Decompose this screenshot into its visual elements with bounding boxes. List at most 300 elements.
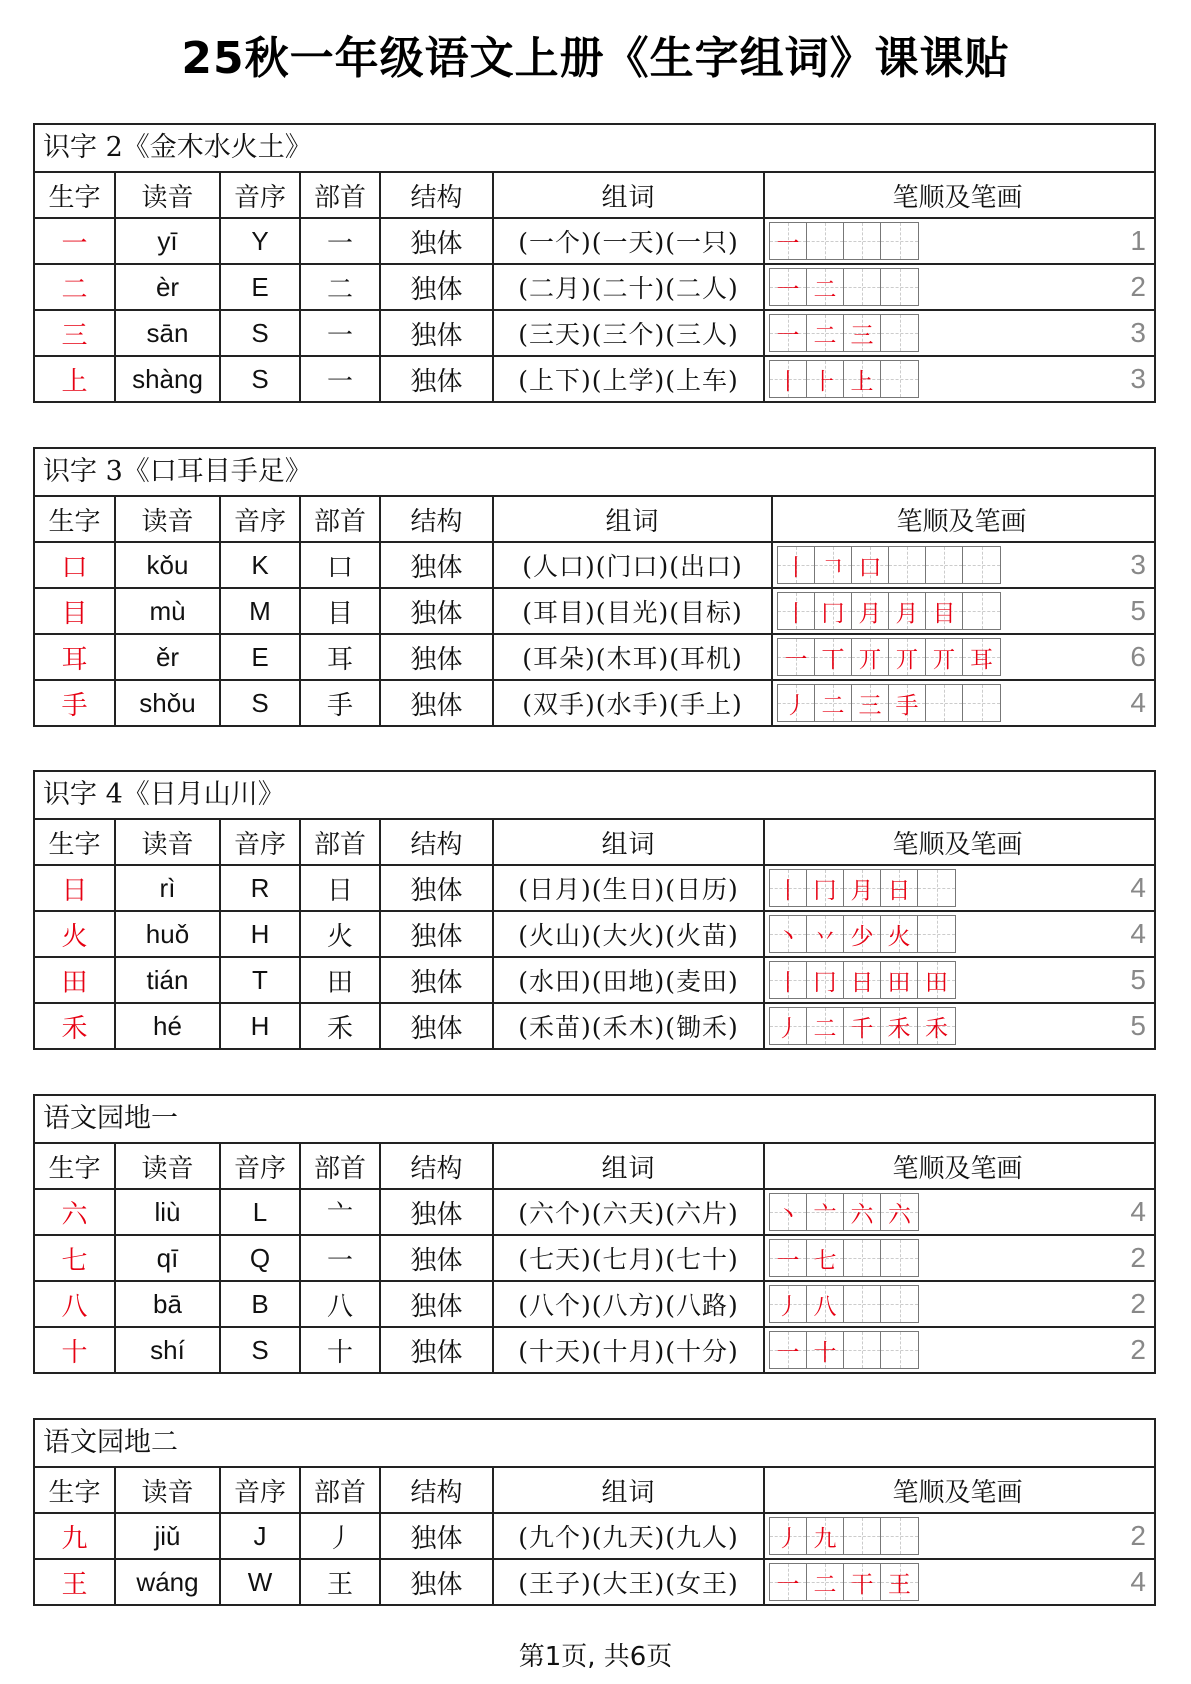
stroke-glyph: 日 <box>850 969 874 996</box>
stroke-glyph: 手 <box>895 692 919 719</box>
stroke-grid <box>769 1285 919 1323</box>
stroke-grid <box>769 1563 919 1601</box>
stroke-grid <box>769 314 919 352</box>
stroke-box <box>778 593 815 629</box>
table-header <box>35 820 1154 866</box>
lesson-table <box>33 1094 1156 1374</box>
stroke-glyph: 禾 <box>925 1015 948 1042</box>
stroke-count: 5 <box>1130 595 1146 626</box>
stroke-box <box>852 547 889 583</box>
column-header: 读音 <box>116 1468 221 1512</box>
char-cell: 七 <box>35 1236 116 1280</box>
stroke-count: 4 <box>1130 872 1146 903</box>
stroke-count: 1 <box>1130 225 1146 256</box>
stroke-glyph: 丶 <box>776 1201 800 1228</box>
stroke-box <box>844 361 881 397</box>
stroke-box <box>881 361 918 397</box>
stroke-order-cell <box>773 681 1154 725</box>
pinyin-cell: èr <box>116 265 221 309</box>
table-row <box>35 589 1154 635</box>
words-cell: (十天)(十月)(十分) <box>494 1328 765 1372</box>
stroke-box <box>807 269 844 305</box>
initial-cell: B <box>221 1282 301 1326</box>
lesson-title: 识字 3《口耳目手足》 <box>35 449 1154 497</box>
column-header: 生字 <box>35 173 116 217</box>
page-title: 25秋一年级语文上册《生字组词》课课贴 <box>181 33 1010 84</box>
stroke-count: 2 <box>1130 1242 1146 1273</box>
column-header: 结构 <box>381 820 494 864</box>
stroke-count: 5 <box>1130 1010 1146 1041</box>
words-cell: (二月)(二十)(二人) <box>494 265 765 309</box>
column-header: 组词 <box>494 1144 765 1188</box>
column-header: 结构 <box>381 173 494 217</box>
table-row <box>35 543 1154 589</box>
stroke-count: 3 <box>1130 317 1146 348</box>
table-row <box>35 1190 1154 1236</box>
char-cell: 一 <box>35 219 116 263</box>
stroke-box <box>852 639 889 675</box>
stroke-box <box>881 315 918 351</box>
stroke-box <box>918 916 955 952</box>
stroke-box <box>926 685 963 721</box>
column-header: 生字 <box>35 497 116 541</box>
words-cell: (七天)(七月)(七十) <box>494 1236 765 1280</box>
table-header <box>35 1144 1154 1190</box>
structure-cell: 独体 <box>381 1328 494 1372</box>
stroke-glyph: 三 <box>850 322 874 349</box>
structure-cell: 独体 <box>381 543 494 587</box>
stroke-box <box>815 593 852 629</box>
initial-cell: S <box>221 1328 301 1372</box>
stroke-order-cell <box>765 357 1154 401</box>
char-cell: 九 <box>35 1514 116 1558</box>
column-header: 结构 <box>381 1144 494 1188</box>
column-header: 笔顺及笔画 <box>892 829 1023 860</box>
stroke-box <box>844 315 881 351</box>
stroke-grid <box>777 684 1001 722</box>
stroke-glyph: 冂 <box>813 969 837 996</box>
initial-cell: J <box>221 1514 301 1558</box>
words-cell: (六个)(六天)(六片) <box>494 1190 765 1234</box>
pinyin-cell: mù <box>116 589 221 633</box>
stroke-box <box>844 1194 881 1230</box>
stroke-glyph: 干 <box>850 1571 874 1598</box>
stroke-box <box>778 685 815 721</box>
stroke-count: 2 <box>1130 1520 1146 1551</box>
stroke-box <box>889 593 926 629</box>
pinyin-cell: shǒu <box>116 681 221 725</box>
pinyin-cell: jiǔ <box>116 1514 221 1558</box>
stroke-box <box>963 639 1000 675</box>
column-header: 读音 <box>116 497 221 541</box>
structure-cell: 独体 <box>381 219 494 263</box>
table-row <box>35 1514 1154 1560</box>
stroke-glyph: 田 <box>887 969 911 996</box>
pinyin-cell: yī <box>116 219 221 263</box>
structure-cell: 独体 <box>381 681 494 725</box>
words-cell: (双手)(水手)(手上) <box>494 681 773 725</box>
table-row <box>35 1004 1154 1048</box>
stroke-box <box>881 916 918 952</box>
words-cell: (王子)(大王)(女王) <box>494 1560 765 1604</box>
initial-cell: S <box>221 681 301 725</box>
words-cell: (耳朵)(木耳)(耳机) <box>494 635 773 679</box>
stroke-box <box>844 1518 881 1554</box>
structure-cell: 独体 <box>381 265 494 309</box>
stroke-box <box>844 1564 881 1600</box>
stroke-glyph: 一 <box>776 1571 800 1598</box>
stroke-box <box>807 1240 844 1276</box>
stroke-box <box>807 1286 844 1322</box>
stroke-glyph: 十 <box>813 1339 837 1366</box>
stroke-box <box>918 870 955 906</box>
stroke-count: 2 <box>1130 271 1146 302</box>
stroke-box <box>881 1332 918 1368</box>
stroke-glyph: 八 <box>813 1293 837 1320</box>
column-header: 音序 <box>221 1144 301 1188</box>
stroke-grid <box>769 268 919 306</box>
pinyin-cell: huǒ <box>116 912 221 956</box>
initial-cell: Y <box>221 219 301 263</box>
stroke-box <box>889 685 926 721</box>
column-header: 生字 <box>35 1144 116 1188</box>
stroke-grid <box>777 546 1001 584</box>
column-header: 笔顺及笔画 <box>892 182 1023 213</box>
column-header: 读音 <box>116 820 221 864</box>
words-cell: (人口)(门口)(出口) <box>494 543 773 587</box>
stroke-order-cell <box>765 912 1154 956</box>
stroke-grid <box>769 222 919 260</box>
stroke-grid <box>777 592 1001 630</box>
stroke-order-cell <box>765 265 1154 309</box>
table-row <box>35 1236 1154 1282</box>
stroke-glyph: 少 <box>850 923 874 950</box>
stroke-count: 5 <box>1130 964 1146 995</box>
pinyin-cell: liù <box>116 1190 221 1234</box>
words-cell: (水田)(田地)(麦田) <box>494 958 765 1002</box>
structure-cell: 独体 <box>381 1514 494 1558</box>
table-row <box>35 1560 1154 1604</box>
radical-cell: 一 <box>301 357 381 401</box>
table-row <box>35 912 1154 958</box>
stroke-box <box>852 593 889 629</box>
stroke-glyph: 丷 <box>813 923 837 950</box>
stroke-glyph: 火 <box>887 923 911 950</box>
stroke-glyph: 二 <box>821 692 845 719</box>
radical-cell: 口 <box>301 543 381 587</box>
stroke-box <box>926 547 963 583</box>
stroke-box <box>889 547 926 583</box>
column-header: 音序 <box>221 820 301 864</box>
stroke-count: 3 <box>1130 363 1146 394</box>
lesson-title: 语文园地一 <box>35 1096 1154 1144</box>
column-header: 生字 <box>35 1468 116 1512</box>
words-cell: (一个)(一天)(一只) <box>494 219 765 263</box>
stroke-glyph: 丨 <box>776 877 800 904</box>
char-cell: 六 <box>35 1190 116 1234</box>
radical-cell: 丿 <box>301 1514 381 1558</box>
stroke-box <box>881 1518 918 1554</box>
char-cell: 目 <box>35 589 116 633</box>
stroke-order-cell <box>765 219 1154 263</box>
pinyin-cell: tián <box>116 958 221 1002</box>
initial-cell: S <box>221 311 301 355</box>
char-cell: 耳 <box>35 635 116 679</box>
stroke-box <box>815 547 852 583</box>
lesson-table <box>33 770 1156 1050</box>
stroke-box <box>770 962 807 998</box>
stroke-count: 4 <box>1130 918 1146 949</box>
lesson-table <box>33 123 1156 403</box>
stroke-box <box>807 1564 844 1600</box>
stroke-glyph: 丅 <box>821 646 845 673</box>
stroke-glyph: 丨 <box>776 969 800 996</box>
stroke-box <box>770 870 807 906</box>
stroke-grid <box>769 360 919 398</box>
stroke-glyph: 目 <box>932 600 956 627</box>
stroke-grid <box>769 961 956 999</box>
stroke-order-cell <box>765 1236 1154 1280</box>
stroke-glyph: 丌 <box>932 646 956 673</box>
table-row <box>35 1282 1154 1328</box>
stroke-glyph: 王 <box>888 1571 911 1598</box>
stroke-box <box>889 639 926 675</box>
column-header: 组词 <box>494 173 765 217</box>
table-row <box>35 635 1154 681</box>
pinyin-cell: shàng <box>116 357 221 401</box>
stroke-count: 4 <box>1130 687 1146 718</box>
column-header: 音序 <box>221 1468 301 1512</box>
column-header: 部首 <box>301 173 381 217</box>
stroke-box <box>881 1194 918 1230</box>
stroke-glyph: 月 <box>850 877 874 904</box>
structure-cell: 独体 <box>381 1236 494 1280</box>
column-header: 音序 <box>221 497 301 541</box>
stroke-box <box>778 639 815 675</box>
stroke-order-cell <box>773 543 1154 587</box>
column-header: 生字 <box>35 820 116 864</box>
structure-cell: 独体 <box>381 1282 494 1326</box>
char-cell: 日 <box>35 866 116 910</box>
stroke-box <box>770 1240 807 1276</box>
stroke-box <box>770 1194 807 1230</box>
radical-cell: 日 <box>301 866 381 910</box>
pinyin-cell: hé <box>116 1004 221 1048</box>
stroke-glyph: 二 <box>813 1571 837 1598</box>
stroke-glyph: 丌 <box>895 646 919 673</box>
pinyin-cell: shí <box>116 1328 221 1372</box>
stroke-count: 2 <box>1130 1334 1146 1365</box>
pinyin-cell: kǒu <box>116 543 221 587</box>
stroke-glyph: 丿 <box>784 692 808 719</box>
stroke-glyph: 丿 <box>776 1293 800 1320</box>
stroke-order-cell <box>765 1514 1154 1558</box>
stroke-glyph: 冂 <box>821 600 845 627</box>
stroke-box <box>844 1332 881 1368</box>
stroke-box <box>844 1286 881 1322</box>
table-row <box>35 311 1154 357</box>
lesson-title: 语文园地二 <box>35 1420 1154 1468</box>
stroke-glyph: 月 <box>858 600 882 627</box>
stroke-glyph: 七 <box>813 1247 837 1274</box>
radical-cell: 手 <box>301 681 381 725</box>
table-row <box>35 357 1154 401</box>
stroke-order-cell <box>765 1328 1154 1372</box>
table-row <box>35 265 1154 311</box>
stroke-box <box>963 593 1000 629</box>
stroke-box <box>844 1240 881 1276</box>
stroke-glyph: ⺊ <box>813 368 837 395</box>
column-header: 结构 <box>381 1468 494 1512</box>
stroke-box <box>844 1008 881 1044</box>
stroke-box <box>815 639 852 675</box>
stroke-box <box>770 1008 807 1044</box>
char-cell: 二 <box>35 265 116 309</box>
stroke-glyph: 一 <box>776 230 800 257</box>
stroke-box <box>807 1332 844 1368</box>
initial-cell: H <box>221 1004 301 1048</box>
radical-cell: 十 <box>301 1328 381 1372</box>
stroke-box <box>918 962 955 998</box>
stroke-glyph: 一 <box>776 1247 800 1274</box>
initial-cell: T <box>221 958 301 1002</box>
stroke-order-cell <box>765 866 1154 910</box>
char-cell: 火 <box>35 912 116 956</box>
stroke-glyph: 亠 <box>813 1201 837 1228</box>
stroke-order-cell <box>773 589 1154 633</box>
stroke-count: 2 <box>1130 1288 1146 1319</box>
stroke-glyph: 丿 <box>776 1015 800 1042</box>
stroke-glyph: 丨 <box>776 368 800 395</box>
radical-cell: 一 <box>301 219 381 263</box>
column-header: 读音 <box>116 173 221 217</box>
initial-cell: E <box>221 265 301 309</box>
radical-cell: 目 <box>301 589 381 633</box>
initial-cell: W <box>221 1560 301 1604</box>
words-cell: (上下)(上学)(上车) <box>494 357 765 401</box>
radical-cell: 王 <box>301 1560 381 1604</box>
stroke-box <box>963 685 1000 721</box>
radical-cell: 一 <box>301 1236 381 1280</box>
stroke-box <box>926 593 963 629</box>
stroke-glyph: 二 <box>813 276 837 303</box>
words-cell: (三天)(三个)(三人) <box>494 311 765 355</box>
page-footer: 第1页, 共6页 <box>518 1642 673 1672</box>
stroke-count: 6 <box>1130 641 1146 672</box>
pinyin-cell: bā <box>116 1282 221 1326</box>
stroke-grid <box>769 1331 919 1369</box>
stroke-box <box>770 1518 807 1554</box>
stroke-box <box>807 361 844 397</box>
table-row <box>35 1328 1154 1372</box>
stroke-glyph: 九 <box>813 1525 837 1552</box>
char-cell: 手 <box>35 681 116 725</box>
stroke-box <box>963 547 1000 583</box>
initial-cell: K <box>221 543 301 587</box>
stroke-order-cell <box>765 1282 1154 1326</box>
stroke-glyph: 千 <box>850 1015 874 1042</box>
column-header: 笔顺及笔画 <box>896 506 1027 537</box>
stroke-box <box>807 962 844 998</box>
radical-cell: 一 <box>301 311 381 355</box>
table-row <box>35 219 1154 265</box>
initial-cell: L <box>221 1190 301 1234</box>
radical-cell: 耳 <box>301 635 381 679</box>
stroke-box <box>807 315 844 351</box>
stroke-glyph: 三 <box>858 692 882 719</box>
words-cell: (火山)(大火)(火苗) <box>494 912 765 956</box>
stroke-box <box>852 685 889 721</box>
stroke-box <box>807 1518 844 1554</box>
stroke-box <box>881 269 918 305</box>
stroke-order-cell <box>765 1190 1154 1234</box>
stroke-box <box>770 916 807 952</box>
char-cell: 口 <box>35 543 116 587</box>
stroke-box <box>926 639 963 675</box>
stroke-box <box>770 315 807 351</box>
table-header <box>35 173 1154 219</box>
stroke-box <box>881 962 918 998</box>
stroke-box <box>770 361 807 397</box>
structure-cell: 独体 <box>381 866 494 910</box>
radical-cell: 二 <box>301 265 381 309</box>
stroke-box <box>881 1240 918 1276</box>
stroke-grid <box>769 1517 919 1555</box>
stroke-box <box>881 1008 918 1044</box>
stroke-box <box>844 962 881 998</box>
structure-cell: 独体 <box>381 589 494 633</box>
initial-cell: E <box>221 635 301 679</box>
radical-cell: 亠 <box>301 1190 381 1234</box>
column-header: 读音 <box>116 1144 221 1188</box>
stroke-glyph: 丌 <box>858 646 882 673</box>
words-cell: (九个)(九天)(九人) <box>494 1514 765 1558</box>
column-header: 部首 <box>301 1468 381 1512</box>
stroke-glyph: 丨 <box>784 600 808 627</box>
column-header: 音序 <box>221 173 301 217</box>
initial-cell: H <box>221 912 301 956</box>
char-cell: 十 <box>35 1328 116 1372</box>
table-row <box>35 866 1154 912</box>
stroke-glyph: 一 <box>776 1339 800 1366</box>
column-header: 部首 <box>301 497 381 541</box>
stroke-grid <box>777 638 1001 676</box>
structure-cell: 独体 <box>381 357 494 401</box>
column-header: 组词 <box>494 820 765 864</box>
stroke-glyph: 上 <box>850 368 874 395</box>
column-header: 笔顺及笔画 <box>892 1477 1023 1508</box>
stroke-box <box>844 269 881 305</box>
stroke-count: 3 <box>1130 549 1146 580</box>
table-header <box>35 1468 1154 1514</box>
stroke-box <box>807 1008 844 1044</box>
stroke-grid <box>769 1193 919 1231</box>
stroke-glyph: 丨 <box>784 554 808 581</box>
structure-cell: 独体 <box>381 912 494 956</box>
column-header: 结构 <box>381 497 494 541</box>
words-cell: (日月)(生日)(日历) <box>494 866 765 910</box>
stroke-glyph: 日 <box>887 877 911 904</box>
structure-cell: 独体 <box>381 311 494 355</box>
pinyin-cell: rì <box>116 866 221 910</box>
char-cell: 三 <box>35 311 116 355</box>
radical-cell: 八 <box>301 1282 381 1326</box>
stroke-box <box>844 916 881 952</box>
stroke-glyph: 一 <box>776 276 800 303</box>
stroke-glyph: 二 <box>813 322 837 349</box>
table-header <box>35 497 1154 543</box>
structure-cell: 独体 <box>381 958 494 1002</box>
